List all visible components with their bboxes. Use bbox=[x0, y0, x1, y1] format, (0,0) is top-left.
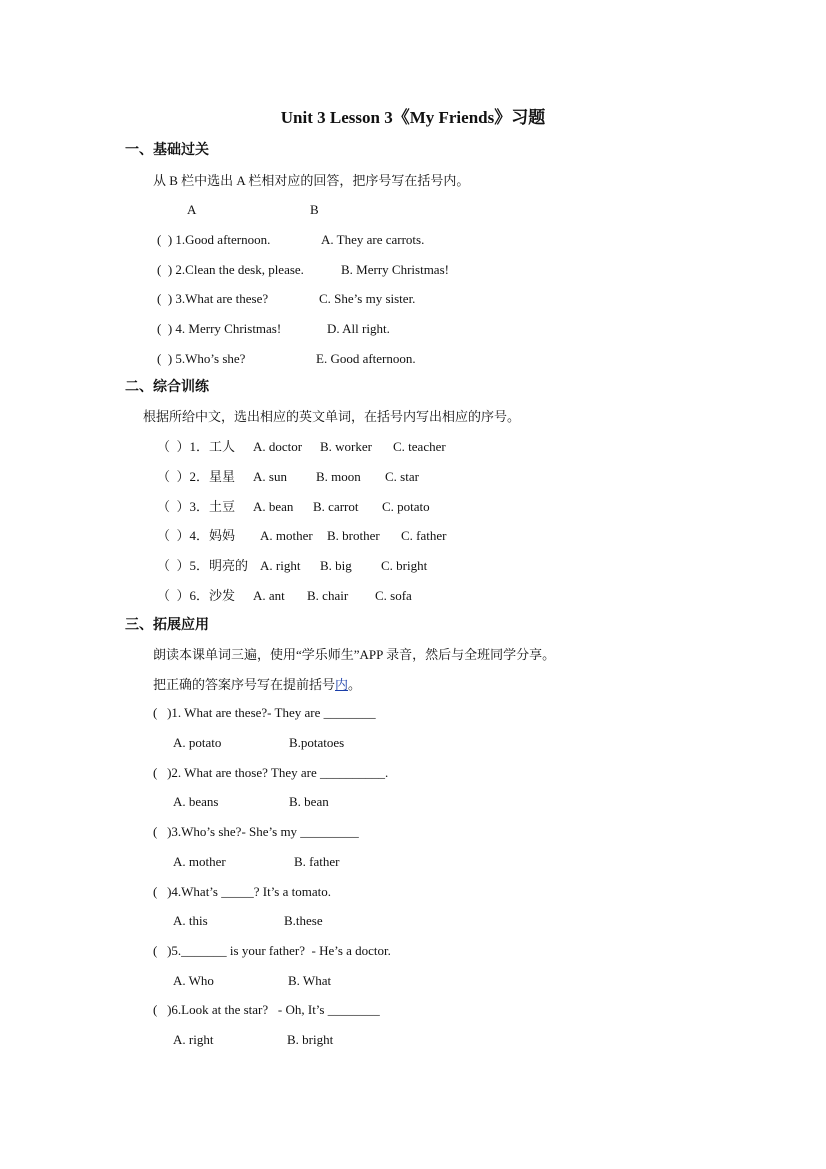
instruction-text: 把正确的答案序号写在提前括号 bbox=[153, 677, 336, 692]
choice-option-b: B.these bbox=[284, 913, 323, 928]
column-b-label: B bbox=[310, 202, 319, 217]
vocab-option-a: A. right bbox=[260, 558, 301, 573]
vocab-option-c: C. potato bbox=[382, 499, 430, 514]
section3-instruction-1: 朗读本课单词三遍，使用“学乐师生”APP 录音，然后与全班同学分享。 bbox=[153, 647, 556, 662]
choice-option-a: A. beans bbox=[173, 794, 219, 809]
column-a-label: A bbox=[187, 202, 197, 217]
section3-heading: 三、拓展应用 bbox=[125, 618, 209, 633]
vocab-option-c: C. father bbox=[401, 528, 447, 543]
match-answer: C. She’s my sister. bbox=[319, 291, 416, 306]
choice-question: ( )1. What are these?- They are ________ bbox=[153, 705, 376, 720]
choice-question: ( )5._______ is your father? - He’s a doctor. bbox=[153, 943, 391, 958]
match-question: ( ) 3.What are these? bbox=[157, 291, 269, 306]
vocab-option-a: A. ant bbox=[253, 588, 285, 603]
match-question: ( ) 2.Clean the desk, please. bbox=[157, 262, 304, 277]
vocab-option-a: A. mother bbox=[260, 528, 313, 543]
choice-option-b: B. bean bbox=[289, 794, 329, 809]
choice-option-b: B.potatoes bbox=[289, 735, 345, 750]
vocab-option-b: B. big bbox=[320, 558, 352, 573]
vocab-option-a: A. sun bbox=[253, 469, 287, 484]
choice-option-a: A. Who bbox=[173, 973, 214, 988]
choice-question: ( )4.What’s _____? It’s a tomato. bbox=[153, 884, 331, 899]
vocab-item-number: （ ）3．土豆 bbox=[157, 499, 236, 514]
choice-option-a: A. this bbox=[173, 913, 208, 928]
vocab-option-b: B. brother bbox=[327, 528, 380, 543]
choice-question: ( )3.Who’s she?- She’s my _________ bbox=[153, 824, 359, 839]
vocab-option-a: A. doctor bbox=[253, 439, 303, 454]
match-question: ( ) 1.Good afternoon. bbox=[157, 232, 271, 247]
section3-instruction-2 bbox=[153, 676, 361, 694]
vocab-option-b: B. worker bbox=[320, 439, 372, 454]
choice-option-b: B. What bbox=[288, 973, 332, 988]
vocab-option-c: C. teacher bbox=[393, 439, 446, 454]
choice-question: ( )2. What are those? They are __________. bbox=[153, 765, 389, 780]
vocab-option-b: B. moon bbox=[316, 469, 361, 484]
vocab-item-number: （ ）6．沙发 bbox=[157, 588, 236, 603]
vocab-item-number: （ ）4．妈妈 bbox=[157, 528, 236, 543]
instruction-end: 。 bbox=[348, 677, 362, 692]
vocab-option-a: A. bean bbox=[253, 499, 294, 514]
vocab-option-c: C. star bbox=[385, 469, 419, 484]
page-title: Unit 3 Lesson 3《My Friends》习题 bbox=[280, 108, 546, 127]
section1-heading: 一、基础过关 bbox=[125, 143, 209, 158]
choice-option-a: A. potato bbox=[173, 735, 222, 750]
vocab-item-number: （ ）2．星星 bbox=[157, 469, 236, 484]
choice-option-a: A. mother bbox=[173, 854, 226, 869]
vocab-option-b: B. chair bbox=[307, 588, 349, 603]
match-answer: E. Good afternoon. bbox=[316, 351, 416, 366]
vocab-item-number: （ ）1．工人 bbox=[157, 439, 236, 454]
vocab-item-number: （ ）5．明亮的 bbox=[157, 558, 249, 573]
match-answer: D. All right. bbox=[327, 321, 390, 336]
match-answer: A. They are carrots. bbox=[321, 232, 425, 247]
section2-heading: 二、综合训练 bbox=[125, 380, 209, 395]
section1-instruction: 从 B 栏中选出 A 栏相对应的回答，把序号写在括号内。 bbox=[153, 173, 470, 188]
match-question: ( ) 5.Who’s she? bbox=[157, 351, 246, 366]
section2-instruction: 根据所给中文，选出相应的英文单词，在括号内写出相应的序号。 bbox=[143, 409, 521, 424]
match-question: ( ) 4. Merry Christmas! bbox=[157, 321, 282, 336]
vocab-option-b: B. carrot bbox=[313, 499, 359, 514]
choice-option-b: B. father bbox=[294, 854, 340, 869]
choice-question: ( )6.Look at the star? - Oh, It’s ________ bbox=[153, 1002, 380, 1017]
vocab-option-c: C. bright bbox=[381, 558, 428, 573]
match-answer: B. Merry Christmas! bbox=[341, 262, 449, 277]
choice-option-b: B. bright bbox=[287, 1032, 334, 1047]
instruction-link[interactable]: 内 bbox=[335, 677, 349, 692]
vocab-option-c: C. sofa bbox=[375, 588, 412, 603]
choice-option-a: A. right bbox=[173, 1032, 214, 1047]
